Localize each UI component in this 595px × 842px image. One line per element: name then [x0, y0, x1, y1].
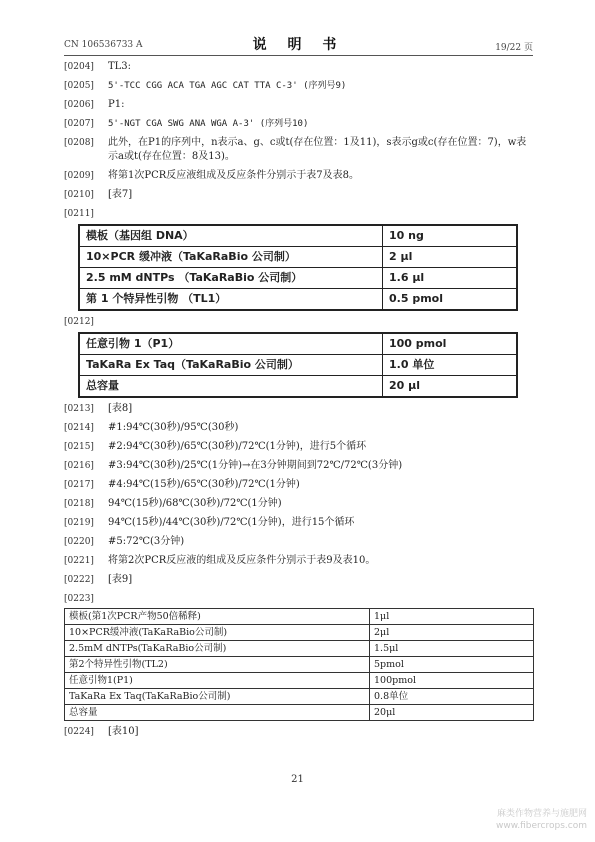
paragraph-text: P1: [108, 99, 125, 110]
paragraph-0214 [64, 421, 534, 435]
page-header [64, 38, 533, 54]
watermark [496, 808, 587, 832]
table-row [79, 376, 517, 398]
paragraph-number: [0214] [64, 423, 94, 433]
table-cell: 1μl [370, 609, 534, 625]
table-cell: 模板(第1次PCR产物50倍稀释) [65, 609, 370, 625]
paragraph-0212 [64, 315, 534, 329]
paragraph-number: [0208] [64, 138, 94, 148]
watermark-title: 麻类作物营养与施肥网 [496, 809, 587, 819]
table-7-part-1 [78, 224, 518, 311]
paragraph-0217 [64, 478, 534, 492]
paragraph-text: #4:94℃(15秒)/65℃(30秒)/72℃(1分钟) [108, 479, 300, 490]
table-caption: [表7] [108, 189, 133, 200]
table-cell: 10 ng [383, 225, 518, 247]
paragraph-0211 [64, 207, 534, 221]
table-cell: 2.5 mM dNTPs （TaKaRaBio 公司制） [79, 268, 383, 289]
table-cell: 1.6 μl [383, 268, 518, 289]
page-of-count: 19/22 页 [495, 43, 533, 53]
table-cell: 第 1 个特异性引物 （TL1） [79, 289, 383, 311]
paragraph-0205 [64, 79, 534, 93]
paragraph-number: [0204] [64, 62, 94, 72]
paragraph-number: [0211] [64, 209, 94, 219]
paragraph-text: 94℃(15秒)/68℃(30秒)/72℃(1分钟) [108, 498, 282, 509]
table-cell: 10×PCR 缓冲液（TaKaRaBio 公司制） [79, 247, 383, 268]
paragraph-text: #5:72℃(3分钟) [108, 536, 185, 547]
paragraph-number: [0213] [64, 404, 94, 414]
paragraph-0223 [64, 592, 534, 606]
paragraph-text: TL3: [108, 61, 132, 72]
table-cell: 5pmol [370, 657, 534, 673]
paragraph-0220 [64, 535, 534, 549]
paragraph-0210 [64, 188, 534, 202]
table-row [65, 641, 534, 657]
paragraph-number: [0212] [64, 317, 94, 327]
table-row [65, 673, 534, 689]
paragraph-0218 [64, 497, 534, 511]
paragraph-0221 [64, 554, 534, 568]
paragraph-number: [0209] [64, 171, 94, 181]
paragraph-0209 [64, 169, 534, 183]
table-row [79, 289, 517, 311]
paragraph-0224 [64, 725, 534, 739]
paragraph-number: [0205] [64, 81, 94, 91]
table-row [79, 268, 517, 289]
table-cell: TaKaRa Ex Taq(TaKaRaBio公司制) [65, 689, 370, 705]
table-row [79, 355, 517, 376]
table-cell: 1.0 单位 [383, 355, 518, 376]
table-row [65, 705, 534, 721]
table-row [65, 657, 534, 673]
paragraph-0219 [64, 516, 534, 530]
paragraph-number: [0210] [64, 190, 94, 200]
sequence-text: 5'-TCC CGG ACA TGA AGC CAT TTA C-3' (序列号9) [108, 81, 347, 91]
paragraph-text: #1:94℃(30秒)/95℃(30秒) [108, 422, 239, 433]
paragraph-0216 [64, 459, 534, 473]
table-cell: 1.5μl [370, 641, 534, 657]
table-row [79, 333, 517, 355]
paragraph-0213 [64, 402, 534, 416]
paragraph-0204 [64, 60, 534, 74]
table-cell: 2μl [370, 625, 534, 641]
page-number: 21 [291, 774, 304, 785]
paragraph-0215 [64, 440, 534, 454]
table-cell: 0.5 pmol [383, 289, 518, 311]
paragraph-text: 此外，在P1的序列中，n表示a、g、c或t(存在位置：1及11)，s表示g或c(存在位置：7)，w表示a或t(存在位置：8及13)。 [108, 137, 527, 162]
paragraph-0208 [64, 136, 534, 164]
paragraph-number: [0224] [64, 727, 94, 737]
table-row [79, 247, 517, 268]
paragraph-text: #2:94℃(30秒)/65℃(30秒)/72℃(1分钟)，进行5个循环 [108, 441, 367, 452]
table-row [65, 609, 534, 625]
paragraph-0222 [64, 573, 534, 587]
paragraph-number: [0219] [64, 518, 94, 528]
table-row [79, 225, 517, 247]
table-cell: 任意引物1(P1) [65, 673, 370, 689]
paragraph-number: [0215] [64, 442, 94, 452]
table-caption: [表8] [108, 403, 133, 414]
paragraph-text: 将第2次PCR反应液的组成及反应条件分别示于表9及表10。 [108, 555, 376, 566]
paragraph-number: [0218] [64, 499, 94, 509]
table-cell: TaKaRa Ex Taq（TaKaRaBio 公司制） [79, 355, 383, 376]
table-cell: 20 μl [383, 376, 518, 398]
paragraph-number: [0206] [64, 100, 94, 110]
table-cell: 模板（基因组 DNA） [79, 225, 383, 247]
table-cell: 任意引物 1（P1） [79, 333, 383, 355]
table-9 [64, 608, 534, 721]
watermark-url: www.fibercrops.com [496, 821, 587, 831]
paragraph-text: 将第1次PCR反应液组成及反应条件分别示于表7及表8。 [108, 170, 359, 181]
paragraph-number: [0217] [64, 480, 94, 490]
table-cell: 2.5mM dNTPs(TaKaRaBio公司制) [65, 641, 370, 657]
paragraph-number: [0216] [64, 461, 94, 471]
table-7-part-2 [78, 332, 518, 398]
table-cell: 100 pmol [383, 333, 518, 355]
paragraph-number: [0222] [64, 575, 94, 585]
table-cell: 0.8单位 [370, 689, 534, 705]
paragraph-number: [0207] [64, 119, 94, 129]
sequence-text: 5'-NGT CGA SWG ANA WGA A-3' (序列号10) [108, 119, 309, 129]
paragraph-0206 [64, 98, 534, 112]
table-cell: 总容量 [65, 705, 370, 721]
table-caption: [表10] [108, 726, 139, 737]
table-cell: 总容量 [79, 376, 383, 398]
paragraph-text: #3:94℃(30秒)/25℃(1分钟)→在3分钟期间到72℃/72℃(3分钟) [108, 460, 403, 471]
table-cell: 100pmol [370, 673, 534, 689]
paragraph-number: [0221] [64, 556, 94, 566]
table-cell: 10×PCR缓冲液(TaKaRaBio公司制) [65, 625, 370, 641]
table-row [65, 689, 534, 705]
table-row [65, 625, 534, 641]
header-divider [64, 55, 533, 56]
patent-number: CN 106536733 A [64, 40, 143, 50]
paragraph-0207 [64, 117, 534, 131]
paragraph-number: [0223] [64, 594, 94, 604]
table-cell: 2 μl [383, 247, 518, 268]
paragraph-number: [0220] [64, 537, 94, 547]
document-title: 说 明 书 [252, 37, 345, 53]
table-caption: [表9] [108, 574, 133, 585]
table-cell: 20μl [370, 705, 534, 721]
table-cell: 第2个特异性引物(TL2) [65, 657, 370, 673]
paragraph-text: 94℃(15秒)/44℃(30秒)/72℃(1分钟)，进行15个循环 [108, 517, 355, 528]
document-body [64, 60, 534, 744]
